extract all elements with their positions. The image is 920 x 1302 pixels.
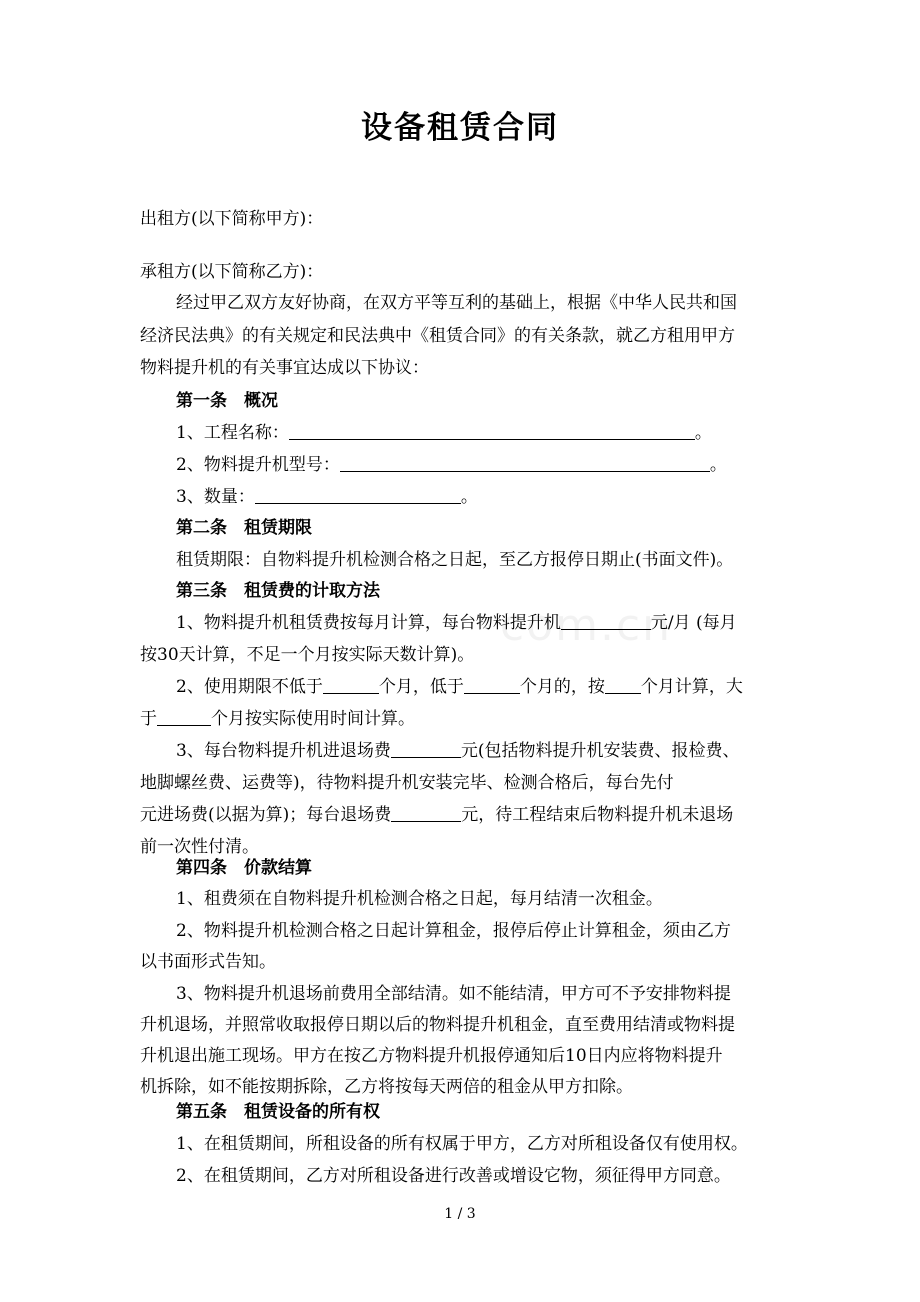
entry-fee-line-2: 地脚螺丝费、运费等)，待物料提升机安装完毕、检测合格后，每台先付 [140,773,674,793]
exit-fee-blank [391,804,461,822]
quantity-line: 3、数量： 。 [176,487,478,507]
preamble-line-2: 经济民法典》的有关规定和民法典中《租赁合同》的有关条款，就乙方租用甲方 [140,326,735,346]
term-line-1: 2、使用期限不低于 个月，低于 个月的，按 个月计算，大 [176,677,743,697]
rent-line-1: 1、物料提升机租赁费按每月计算，每台物料提升机 元/月 (每月 [176,613,737,633]
calc-term-blank [605,676,641,694]
settlement-p3-line-1: 3、物料提升机退场前费用全部结清。如不能结清，甲方可不予安排物料提 [176,984,731,1004]
settlement-p1: 1、租费须在自物料提升机检测合格之日起，每月结清一次租金。 [176,889,663,909]
page-number: 1 / 3 [444,1206,476,1222]
settlement-p3-line-3: 升机退出施工现场。甲方在按乙方物料提升机报停通知后10日内应将物料提升 [140,1046,723,1066]
min-term-blank [323,676,379,694]
ownership-p2: 2、在租赁期间，乙方对所租设备进行改善或增设它物，须征得甲方同意。 [176,1166,731,1186]
article-3-heading: 第三条 租赁费的计取方法 [176,581,380,601]
entry-fee-blank [391,740,461,758]
project-name-blank [289,422,695,440]
above-term-blank [157,708,211,726]
article-4-heading: 第四条 价款结算 [176,858,312,878]
entry-fee-line-4: 前一次性付清。 [140,837,259,857]
preamble-line-3: 物料提升机的有关事宜达成以下协议： [140,358,429,378]
lease-term-text: 租赁期限：自物料提升机检测合格之日起，至乙方报停日期止(书面文件)。 [176,550,734,570]
settlement-p2-line-1: 2、物料提升机检测合格之日起计算租金，报停后停止计算租金，须由乙方 [176,921,731,941]
entry-fee-line-1: 3、每台物料提升机进退场费 元(包括物料提升机安装费、报检费、 [176,741,740,761]
article-2-heading: 第二条 租赁期限 [176,518,312,538]
project-name-line: 1、工程名称： 。 [176,423,712,443]
below-term-blank [464,676,520,694]
term-line-2: 于 个月按实际使用时间计算。 [140,709,415,729]
page-title: 设备租赁合同 [361,110,559,146]
quantity-blank [255,486,461,504]
settlement-p3-line-4: 机拆除，如不能按期拆除，乙方将按每天两倍的租金从甲方扣除。 [140,1077,633,1097]
rent-line-2: 按30天计算，不足一个月按实际天数计算)。 [140,645,475,665]
lessor-line: 出租方(以下简称甲方)： [140,209,324,229]
article-5-heading: 第五条 租赁设备的所有权 [176,1102,380,1122]
model-line: 2、物料提升机型号： 。 [176,455,727,475]
watermark: com.cn [500,600,673,651]
entry-fee-line-3: 元进场费(以据为算)；每台退场费 元，待工程结束后物料提升机未退场 [140,805,734,825]
ownership-p1: 1、在租赁期间，所租设备的所有权属于甲方，乙方对所租设备仅有使用权。 [176,1134,748,1154]
settlement-p2-line-2: 以书面形式告知。 [140,952,276,972]
article-1-heading: 第一条 概况 [176,391,278,411]
rent-blank [561,612,651,630]
preamble-line-1: 经过甲乙双方友好协商，在双方平等互利的基础上，根据《中华人民共和国 [176,293,737,313]
settlement-p3-line-2: 升机退场，并照常收取报停日期以后的物料提升机租金，直至费用结清或物料提 [140,1015,735,1035]
model-blank [340,454,710,472]
lessee-line: 承租方(以下简称乙方)： [140,262,324,282]
